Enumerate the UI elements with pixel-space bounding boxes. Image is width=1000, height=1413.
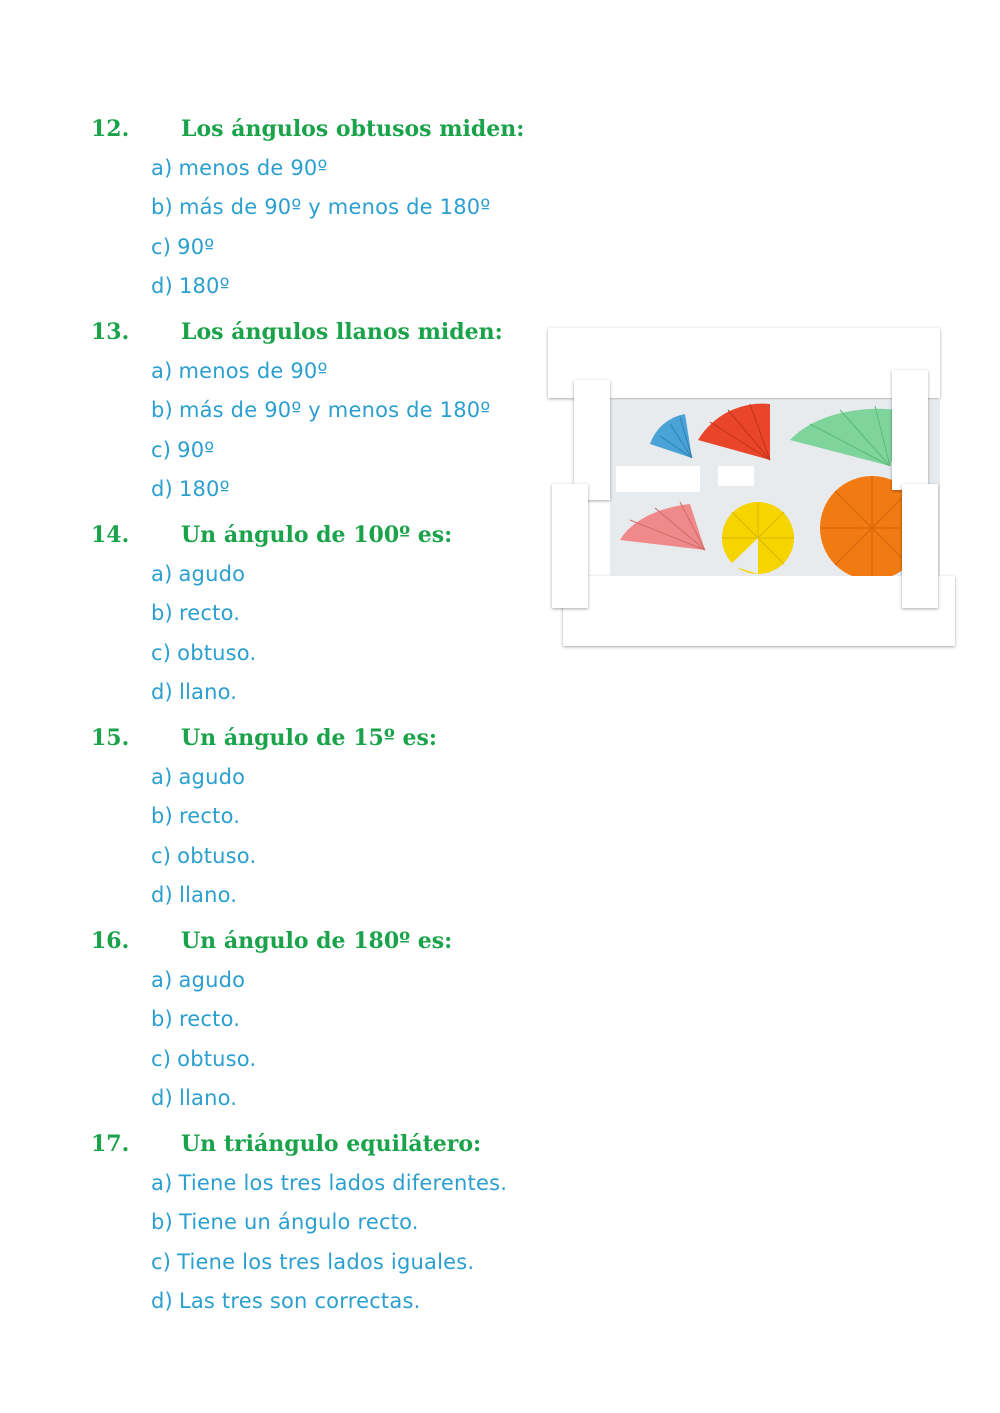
question-number: 15. [91,725,130,751]
option-text: más de 90º y menos de 180º [178,398,491,423]
option-letter: c) [151,640,172,665]
option-letter: b) [151,398,173,423]
question-13 [0,318,560,515]
question-number: 12. [91,116,130,142]
question-title: Los ángulos obtusos miden: [181,116,525,142]
question-title: Un ángulo de 15º es: [181,725,437,751]
option-text: Tiene un ángulo recto. [178,1210,419,1235]
option-text: 90º [177,234,215,259]
option-a[interactable] [151,358,560,397]
paper-fans-photo-frame [548,328,958,650]
question-number: 16. [91,928,130,954]
option-letter: c) [151,437,172,462]
option-letter: d) [151,476,173,501]
question-12 [0,115,560,312]
question-header [0,318,560,358]
option-b[interactable] [151,194,560,233]
option-a[interactable] [151,561,560,600]
paper-corner-right-top [892,370,928,490]
option-b[interactable] [151,397,560,436]
question-title: Un triángulo equilátero: [181,1131,482,1157]
yellow-fan [722,502,794,574]
option-text: llano. [178,679,238,704]
question-number: 17. [91,1131,130,1157]
option-c[interactable] [151,1046,560,1085]
option-c[interactable] [151,437,560,476]
option-text: obtuso. [177,640,257,665]
option-text: llano. [178,882,238,907]
option-letter: a) [151,1171,173,1195]
paper-fans-image [610,400,940,576]
label-strip [616,466,700,492]
option-c[interactable] [151,843,560,882]
question-15 [0,724,560,921]
option-text: menos de 90º [178,156,328,180]
question-header [0,927,560,967]
option-text: Tiene los tres lados diferentes. [178,1171,508,1195]
question-number: 13. [91,319,130,345]
question-title: Los ángulos llanos miden: [181,319,503,345]
question-header [0,1130,560,1170]
option-d[interactable] [151,1288,560,1327]
option-b[interactable] [151,803,560,842]
option-a[interactable] [151,967,560,1006]
option-letter: b) [151,1007,173,1032]
option-letter: b) [151,804,173,829]
option-b[interactable] [151,1209,560,1248]
question-header [0,521,560,561]
option-letter: d) [151,1288,173,1313]
option-letter: a) [151,562,173,586]
question-14 [0,521,560,718]
option-letter: a) [151,968,173,992]
option-letter: d) [151,679,173,704]
option-letter: a) [151,765,173,789]
paper-corner-left-top [574,380,610,500]
option-text: menos de 90º [178,359,328,383]
question-number: 14. [91,522,130,548]
option-letter: a) [151,359,173,383]
question-16 [0,927,560,1124]
option-text: llano. [178,1085,238,1110]
option-d[interactable] [151,1085,560,1124]
option-a[interactable] [151,1170,560,1209]
option-c[interactable] [151,640,560,679]
option-d[interactable] [151,679,560,718]
option-letter: c) [151,234,172,259]
option-c[interactable] [151,234,560,273]
option-b[interactable] [151,1006,560,1045]
option-text: obtuso. [177,843,257,868]
option-text: Tiene los tres lados iguales. [177,1249,475,1274]
paper-corner-right-bottom [902,484,938,608]
option-letter: c) [151,1046,172,1071]
option-a[interactable] [151,764,560,803]
option-letter: d) [151,1085,173,1110]
option-letter: b) [151,1210,173,1235]
option-letter: c) [151,843,172,868]
option-letter: d) [151,882,173,907]
question-title: Un ángulo de 100º es: [181,522,453,548]
option-text: agudo [178,562,246,586]
option-c[interactable] [151,1249,560,1288]
option-text: recto. [178,804,241,829]
option-text: Las tres son correctas. [178,1288,421,1313]
option-text: recto. [178,1007,241,1032]
question-header [0,115,560,155]
question-17 [0,1130,560,1327]
option-letter: b) [151,195,173,220]
paper-fans-photo [610,400,940,576]
option-d[interactable] [151,882,560,921]
option-text: obtuso. [177,1046,257,1071]
paper-frame-bottom [563,576,955,646]
option-a[interactable] [151,155,560,194]
option-letter: d) [151,273,173,298]
option-text: 180º [178,476,230,501]
option-text: agudo [178,765,246,789]
label-strip [718,466,754,486]
question-title: Un ángulo de 180º es: [181,928,453,954]
option-b[interactable] [151,600,560,639]
option-letter: a) [151,156,173,180]
paper-corner-left-bottom [552,484,588,608]
option-letter: c) [151,1249,172,1274]
option-text: más de 90º y menos de 180º [178,195,491,220]
question-header [0,724,560,764]
option-text: recto. [178,601,241,626]
option-text: 90º [177,437,215,462]
option-d[interactable] [151,476,560,515]
option-text: 180º [178,273,230,298]
option-d[interactable] [151,273,560,312]
option-text: agudo [178,968,246,992]
option-letter: b) [151,601,173,626]
